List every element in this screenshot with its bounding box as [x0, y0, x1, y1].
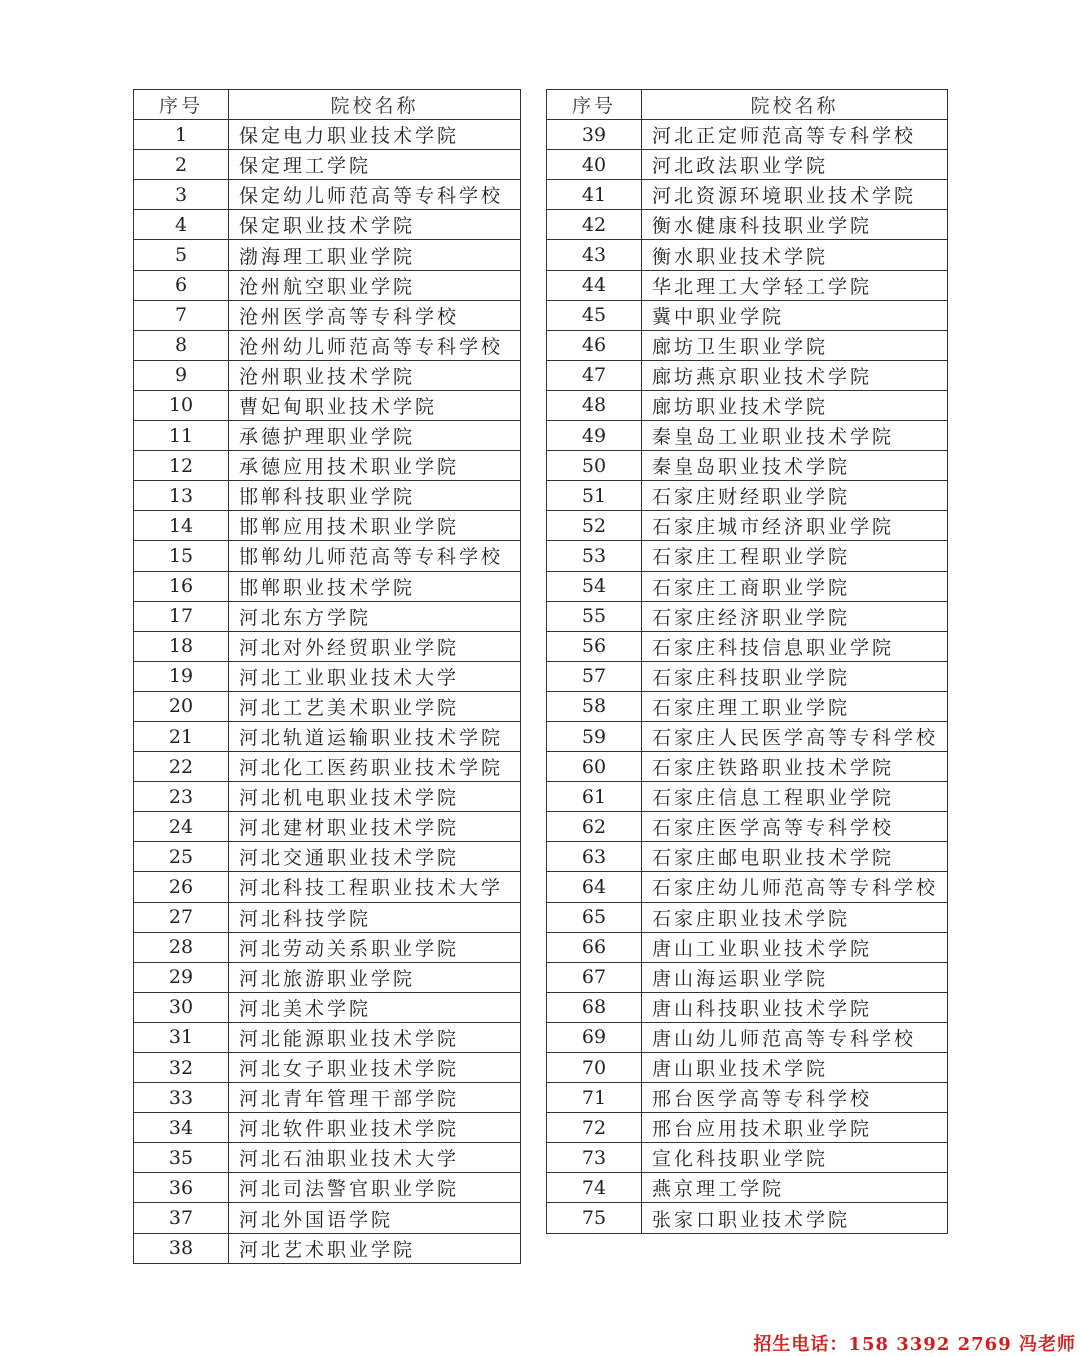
table-row [134, 1173, 521, 1203]
row-number: 32 [134, 1053, 229, 1083]
table-row [547, 150, 948, 180]
column-header-number: 序号 [547, 90, 642, 120]
table-row [547, 1143, 948, 1173]
table-row [134, 421, 521, 451]
school-name: 河北石油职业技术大学 [229, 1143, 521, 1173]
school-name: 承德应用技术职业学院 [229, 451, 521, 481]
row-number: 48 [547, 390, 642, 420]
table-row [547, 541, 948, 571]
row-number: 72 [547, 1113, 642, 1143]
table-row [547, 300, 948, 330]
row-number: 73 [547, 1143, 642, 1173]
school-name: 石家庄工商职业学院 [642, 571, 948, 601]
table-row [547, 481, 948, 511]
school-name: 石家庄医学高等专科学校 [642, 812, 948, 842]
row-number: 46 [547, 330, 642, 360]
table-row [547, 1022, 948, 1052]
table-row [547, 451, 948, 481]
school-name: 华北理工大学轻工学院 [642, 270, 948, 300]
row-number: 62 [547, 812, 642, 842]
school-name: 河北美术学院 [229, 992, 521, 1022]
row-number: 33 [134, 1083, 229, 1113]
table-row [547, 1113, 948, 1143]
school-name: 河北东方学院 [229, 601, 521, 631]
school-name: 石家庄科技信息职业学院 [642, 631, 948, 661]
school-name: 河北艺术职业学院 [229, 1233, 521, 1263]
table-row [134, 1233, 521, 1263]
table-row [547, 360, 948, 390]
row-number: 51 [547, 481, 642, 511]
school-name: 秦皇岛工业职业技术学院 [642, 421, 948, 451]
table-row [547, 1173, 948, 1203]
school-name: 河北正定师范高等专科学校 [642, 120, 948, 150]
school-name: 唐山幼儿师范高等专科学校 [642, 1022, 948, 1052]
table-row [134, 180, 521, 210]
table-row [547, 932, 948, 962]
school-name: 河北软件职业技术学院 [229, 1113, 521, 1143]
school-name: 石家庄铁路职业技术学院 [642, 752, 948, 782]
table-row [134, 932, 521, 962]
table-row [134, 481, 521, 511]
school-name: 河北司法警官职业学院 [229, 1173, 521, 1203]
row-number: 34 [134, 1113, 229, 1143]
row-number: 57 [547, 661, 642, 691]
row-number: 22 [134, 752, 229, 782]
row-number: 8 [134, 330, 229, 360]
row-number: 35 [134, 1143, 229, 1173]
school-name: 河北资源环境职业技术学院 [642, 180, 948, 210]
row-number: 19 [134, 661, 229, 691]
school-name: 秦皇岛职业技术学院 [642, 451, 948, 481]
row-number: 31 [134, 1022, 229, 1052]
row-number: 5 [134, 240, 229, 270]
school-name: 河北劳动关系职业学院 [229, 932, 521, 962]
row-number: 9 [134, 360, 229, 390]
school-name: 邯郸科技职业学院 [229, 481, 521, 511]
school-name: 石家庄理工职业学院 [642, 691, 948, 721]
column-header-name: 院校名称 [642, 90, 948, 120]
row-number: 68 [547, 992, 642, 1022]
school-name: 衡水健康科技职业学院 [642, 210, 948, 240]
table-row [134, 721, 521, 751]
row-number: 39 [547, 120, 642, 150]
school-name: 邯郸应用技术职业学院 [229, 511, 521, 541]
school-name: 石家庄邮电职业技术学院 [642, 842, 948, 872]
school-name: 河北工艺美术职业学院 [229, 691, 521, 721]
school-name: 河北旅游职业学院 [229, 962, 521, 992]
row-number: 65 [547, 902, 642, 932]
row-number: 27 [134, 902, 229, 932]
table-row [134, 872, 521, 902]
school-name: 邯郸职业技术学院 [229, 571, 521, 601]
row-number: 37 [134, 1203, 229, 1233]
row-number: 61 [547, 782, 642, 812]
table-row [547, 902, 948, 932]
table-row [134, 752, 521, 782]
row-number: 30 [134, 992, 229, 1022]
school-name: 邯郸幼儿师范高等专科学校 [229, 541, 521, 571]
school-name: 廊坊卫生职业学院 [642, 330, 948, 360]
school-name: 燕京理工学院 [642, 1173, 948, 1203]
school-name: 唐山工业职业技术学院 [642, 932, 948, 962]
row-number: 47 [547, 360, 642, 390]
column-header-number: 序号 [134, 90, 229, 120]
school-name: 廊坊职业技术学院 [642, 390, 948, 420]
table-row [547, 601, 948, 631]
table-row [547, 390, 948, 420]
school-name: 河北建材职业技术学院 [229, 812, 521, 842]
school-name: 保定职业技术学院 [229, 210, 521, 240]
table-row [547, 721, 948, 751]
row-number: 18 [134, 631, 229, 661]
school-name: 邢台医学高等专科学校 [642, 1083, 948, 1113]
school-name: 石家庄城市经济职业学院 [642, 511, 948, 541]
row-number: 3 [134, 180, 229, 210]
table-row [547, 210, 948, 240]
school-name: 河北政法职业学院 [642, 150, 948, 180]
school-name: 河北机电职业技术学院 [229, 782, 521, 812]
row-number: 66 [547, 932, 642, 962]
row-number: 2 [134, 150, 229, 180]
table-row [134, 451, 521, 481]
row-number: 64 [547, 872, 642, 902]
table-row [547, 842, 948, 872]
table-row [134, 120, 521, 150]
contact-footer: 招生电话：158 3392 2769 冯老师 [753, 1334, 1076, 1355]
school-name: 保定幼儿师范高等专科学校 [229, 180, 521, 210]
row-number: 44 [547, 270, 642, 300]
school-name: 唐山科技职业技术学院 [642, 992, 948, 1022]
school-name: 渤海理工职业学院 [229, 240, 521, 270]
school-name: 保定电力职业技术学院 [229, 120, 521, 150]
row-number: 69 [547, 1022, 642, 1052]
school-table-left [133, 89, 521, 1264]
table-row [134, 330, 521, 360]
row-number: 21 [134, 721, 229, 751]
school-name: 河北化工医药职业技术学院 [229, 752, 521, 782]
row-number: 36 [134, 1173, 229, 1203]
row-number: 12 [134, 451, 229, 481]
table-row [547, 962, 948, 992]
school-name: 张家口职业技术学院 [642, 1203, 948, 1233]
school-table-right [546, 89, 948, 1234]
school-name: 石家庄职业技术学院 [642, 902, 948, 932]
table-row [134, 1143, 521, 1173]
row-number: 4 [134, 210, 229, 240]
school-name: 唐山海运职业学院 [642, 962, 948, 992]
school-name: 石家庄信息工程职业学院 [642, 782, 948, 812]
row-number: 45 [547, 300, 642, 330]
table-row [134, 511, 521, 541]
table-row [547, 631, 948, 661]
table-row [134, 150, 521, 180]
school-name: 河北科技工程职业技术大学 [229, 872, 521, 902]
school-name: 河北能源职业技术学院 [229, 1022, 521, 1052]
row-number: 60 [547, 752, 642, 782]
table-row [547, 782, 948, 812]
table-row [547, 330, 948, 360]
row-number: 43 [547, 240, 642, 270]
row-number: 59 [547, 721, 642, 751]
row-number: 40 [547, 150, 642, 180]
school-name: 邢台应用技术职业学院 [642, 1113, 948, 1143]
table-row [547, 752, 948, 782]
school-name: 承德护理职业学院 [229, 421, 521, 451]
row-number: 75 [547, 1203, 642, 1233]
school-name: 河北轨道运输职业技术学院 [229, 721, 521, 751]
table-row [547, 120, 948, 150]
school-name: 河北女子职业技术学院 [229, 1053, 521, 1083]
table-row [547, 691, 948, 721]
table-row [547, 992, 948, 1022]
school-name: 沧州医学高等专科学校 [229, 300, 521, 330]
table-row [134, 1022, 521, 1052]
row-number: 63 [547, 842, 642, 872]
table-row [134, 661, 521, 691]
school-name: 石家庄幼儿师范高等专科学校 [642, 872, 948, 902]
school-name: 河北对外经贸职业学院 [229, 631, 521, 661]
row-number: 1 [134, 120, 229, 150]
table-row [134, 240, 521, 270]
table-row [547, 1083, 948, 1113]
table-row [134, 601, 521, 631]
table-row [547, 1053, 948, 1083]
row-number: 28 [134, 932, 229, 962]
school-name: 石家庄人民医学高等专科学校 [642, 721, 948, 751]
table-header-row [547, 90, 948, 120]
table-row [547, 421, 948, 451]
row-number: 50 [547, 451, 642, 481]
school-name: 宣化科技职业学院 [642, 1143, 948, 1173]
table-row [134, 1053, 521, 1083]
table-row [547, 812, 948, 842]
school-name: 石家庄科技职业学院 [642, 661, 948, 691]
table-row [134, 691, 521, 721]
table-row [134, 270, 521, 300]
table-row [134, 210, 521, 240]
row-number: 58 [547, 691, 642, 721]
table-row [134, 300, 521, 330]
school-name: 石家庄工程职业学院 [642, 541, 948, 571]
table-row [547, 180, 948, 210]
school-name: 沧州职业技术学院 [229, 360, 521, 390]
row-number: 7 [134, 300, 229, 330]
row-number: 26 [134, 872, 229, 902]
table-row [134, 360, 521, 390]
school-name: 石家庄经济职业学院 [642, 601, 948, 631]
row-number: 74 [547, 1173, 642, 1203]
row-number: 15 [134, 541, 229, 571]
row-number: 52 [547, 511, 642, 541]
table-row [134, 962, 521, 992]
table-row [134, 782, 521, 812]
row-number: 49 [547, 421, 642, 451]
row-number: 55 [547, 601, 642, 631]
table-row [547, 1203, 948, 1233]
table-row [547, 240, 948, 270]
row-number: 17 [134, 601, 229, 631]
row-number: 23 [134, 782, 229, 812]
table-row [134, 1203, 521, 1233]
table-row [134, 541, 521, 571]
row-number: 29 [134, 962, 229, 992]
table-row [134, 812, 521, 842]
school-name: 唐山职业技术学院 [642, 1053, 948, 1083]
table-row [134, 842, 521, 872]
row-number: 41 [547, 180, 642, 210]
row-number: 20 [134, 691, 229, 721]
row-number: 25 [134, 842, 229, 872]
row-number: 14 [134, 511, 229, 541]
school-name: 河北工业职业技术大学 [229, 661, 521, 691]
row-number: 13 [134, 481, 229, 511]
row-number: 16 [134, 571, 229, 601]
table-row [547, 661, 948, 691]
school-name: 沧州幼儿师范高等专科学校 [229, 330, 521, 360]
school-name: 沧州航空职业学院 [229, 270, 521, 300]
table-row [547, 270, 948, 300]
row-number: 71 [547, 1083, 642, 1113]
school-name: 衡水职业技术学院 [642, 240, 948, 270]
school-name: 河北科技学院 [229, 902, 521, 932]
table-row [134, 571, 521, 601]
row-number: 24 [134, 812, 229, 842]
row-number: 42 [547, 210, 642, 240]
row-number: 10 [134, 390, 229, 420]
table-row [134, 631, 521, 661]
row-number: 56 [547, 631, 642, 661]
school-name: 曹妃甸职业技术学院 [229, 390, 521, 420]
row-number: 67 [547, 962, 642, 992]
row-number: 38 [134, 1233, 229, 1263]
table-row [134, 902, 521, 932]
school-name: 河北外国语学院 [229, 1203, 521, 1233]
row-number: 53 [547, 541, 642, 571]
table-row [547, 872, 948, 902]
table-row [134, 1113, 521, 1143]
row-number: 6 [134, 270, 229, 300]
table-row [134, 992, 521, 1022]
table-row [134, 390, 521, 420]
table-header-row [134, 90, 521, 120]
school-name: 河北交通职业技术学院 [229, 842, 521, 872]
school-name: 河北青年管理干部学院 [229, 1083, 521, 1113]
school-name: 保定理工学院 [229, 150, 521, 180]
school-name: 廊坊燕京职业技术学院 [642, 360, 948, 390]
row-number: 54 [547, 571, 642, 601]
row-number: 70 [547, 1053, 642, 1083]
table-row [134, 1083, 521, 1113]
row-number: 11 [134, 421, 229, 451]
school-name: 石家庄财经职业学院 [642, 481, 948, 511]
school-name: 冀中职业学院 [642, 300, 948, 330]
table-row [547, 511, 948, 541]
column-header-name: 院校名称 [229, 90, 521, 120]
table-row [547, 571, 948, 601]
